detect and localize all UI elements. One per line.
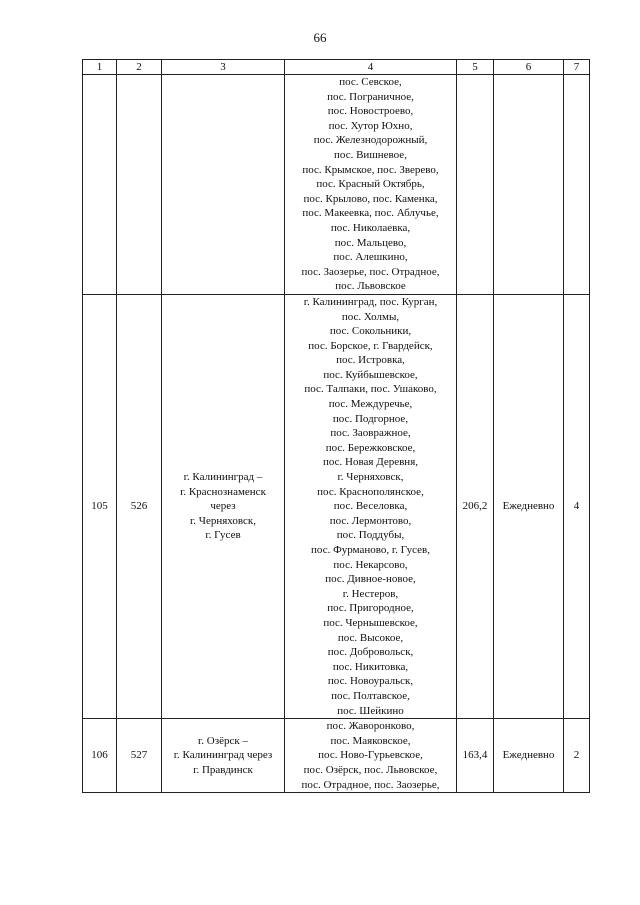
route-name (162, 75, 285, 295)
stop-item: пос. Поддубы, (336, 529, 405, 542)
route-trips: 4 (564, 294, 590, 718)
stop-item: пос. Заозерье, пос. Отрадное, (301, 265, 440, 278)
stop-item: пос. Бережковское, (325, 441, 416, 454)
stop-item: пос. Фурманово, г. Гусев, (311, 544, 430, 556)
stop-item: пос. Высокое, (337, 631, 404, 644)
stop-item: пос. Дивное-новое, (325, 573, 416, 586)
stops-list (287, 719, 454, 792)
stop-item: пос. Макеевка, пос. Аблучье, (302, 207, 439, 220)
stop-item: пос. Отрадное, пос. Заозерье, (301, 778, 440, 791)
table-row (83, 294, 590, 718)
stop-item: пос. Озёрск, пос. Львовское, (303, 763, 438, 776)
stop-item: пос. Заовражное, (330, 427, 411, 440)
header-col-1: 1 (83, 60, 117, 75)
route-name-line: г. Правдинск (193, 763, 253, 776)
stop-item: пос. Подгорное, (332, 412, 409, 425)
stop-item: пос. Междуречье, (328, 398, 413, 411)
route-stops (285, 75, 457, 295)
stop-item: пос. Крылово, пос. Каменка, (303, 192, 438, 205)
stop-item: пос. Чернышевское, (323, 616, 418, 629)
route-trips (564, 75, 590, 295)
stop-item: пос. Пограничное, (327, 90, 414, 103)
stop-item: г. Черняховск, (337, 471, 404, 484)
route-stops (285, 294, 457, 718)
route-name (162, 719, 285, 793)
table-row (83, 719, 590, 793)
stop-item: пос. Веселовка, (333, 500, 408, 513)
stop-item: пос. Полтавское, (331, 689, 410, 702)
stop-item: пос. Железнодорожный, (313, 134, 428, 147)
route-name-line: г. Краснознаменск (180, 485, 266, 498)
stops-list (287, 295, 454, 718)
route-trips: 2 (564, 719, 590, 793)
route-name-line: г. Калининград через (173, 749, 273, 762)
stop-item: пос. Мальцево, (334, 236, 407, 249)
route-name-line: г. Гусев (205, 529, 241, 542)
page-number: 66 (313, 30, 327, 45)
stop-item: пос. Николаевка, (330, 221, 411, 234)
row-number: 105 (83, 294, 117, 718)
stop-item: пос. Алешкино, (333, 251, 408, 264)
stop-item: пос. Львовское (335, 280, 406, 293)
header-row (83, 60, 590, 75)
header-col-3: 3 (162, 60, 285, 75)
route-number (117, 75, 162, 295)
route-frequency: Ежедневно (494, 294, 564, 718)
stop-item: пос. Крымское, пос. Зверево, (302, 163, 439, 176)
route-name (162, 294, 285, 718)
route-stops (285, 719, 457, 793)
route-name-line: г. Озёрск – (198, 734, 248, 747)
row-number (83, 75, 117, 295)
header-col-5: 5 (457, 60, 494, 75)
route-name-line: г. Черняховск, (190, 514, 256, 527)
stop-item: пос. Новостроево, (327, 105, 414, 118)
stops-list (287, 75, 454, 294)
stop-item: пос. Куйбышевское, (323, 368, 418, 381)
stop-item: пос. Сокольники, (329, 325, 412, 338)
stop-item: пос. Холмы, (341, 310, 400, 323)
stop-item: пос. Лермонтово, (329, 514, 412, 527)
stop-item: пос. Пригородное, (327, 602, 414, 615)
stop-item: пос. Красный Октябрь, (316, 178, 425, 191)
stop-item: пос. Жаворонково, (326, 720, 415, 733)
route-number: 526 (117, 294, 162, 718)
route-table (82, 59, 590, 793)
stop-item: пос. Вишневое, (334, 148, 407, 161)
row-number: 106 (83, 719, 117, 793)
header-col-6: 6 (494, 60, 564, 75)
route-distance (457, 75, 494, 295)
stop-item: пос. Севское, (339, 76, 402, 88)
header-col-4: 4 (285, 60, 457, 75)
route-name-line: через (210, 500, 236, 513)
table-row (83, 75, 590, 295)
stop-item: пос. Маяковское, (330, 734, 411, 747)
header-col-7: 7 (564, 60, 590, 75)
stop-item: пос. Краснополянское, (317, 485, 424, 498)
header-col-2: 2 (117, 60, 162, 75)
stop-item: пос. Хутор Юхно, (328, 119, 413, 132)
stop-item: пос. Новоуральск, (327, 675, 414, 688)
stop-item: г. Калининград, пос. Курган, (303, 295, 438, 308)
stop-item: пос. Некарсово, (333, 558, 408, 571)
stop-item: пос. Новая Деревня, (322, 456, 419, 469)
route-distance: 206,2 (457, 294, 494, 718)
route-frequency (494, 75, 564, 295)
route-distance: 163,4 (457, 719, 494, 793)
stop-item: пос. Никитовка, (332, 660, 409, 673)
stop-item: пос. Истровка, (336, 354, 405, 367)
stop-item: пос. Талпаки, пос. Ушаково, (304, 383, 437, 396)
stop-item: пос. Борское, г. Гвардейск, (308, 339, 433, 352)
route-number: 527 (117, 719, 162, 793)
stop-item: пос. Ново-Гурьевское, (318, 749, 423, 762)
stop-item: пос. Добровольск, (327, 646, 414, 659)
stop-item: пос. Шейкино (337, 704, 404, 717)
route-name-line: г. Калининград – (183, 471, 263, 484)
stop-item: г. Нестеров, (342, 587, 399, 600)
route-frequency: Ежедневно (494, 719, 564, 793)
